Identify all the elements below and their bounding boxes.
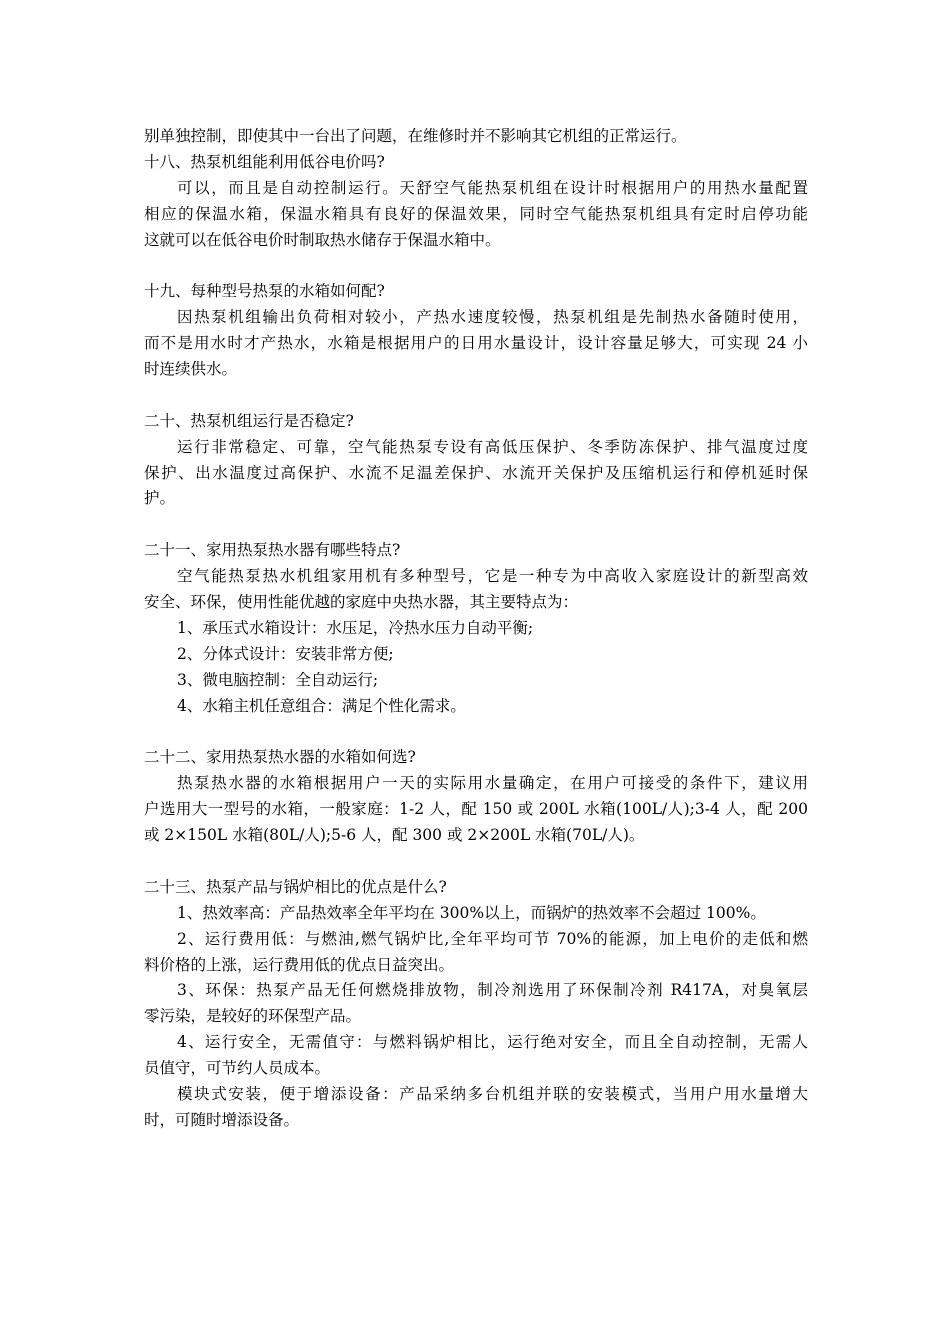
paragraph-line: 相应的保温水箱，保温水箱具有良好的保温效果，同时空气能热泵机组具有定时启停功能 (144, 204, 808, 223)
list-item: 1、热效率高：产品热效率全年平均在 300%以上，而锅炉的热效率不会超过 100%。 (177, 903, 766, 922)
section-heading-19: 十九、每种型号热泵的水箱如何配? (144, 282, 385, 301)
paragraph-line: 保护、出水温度过高保护、水流不足温差保护、水流开关保护及压缩机运行和停机延时保 (144, 463, 808, 482)
paragraph-line: 料价格的上涨，运行费用低的优点日益突出。 (144, 955, 455, 974)
paragraph-line: 护。 (144, 489, 176, 508)
list-item: 1、承压式水箱设计：水压足，冷热水压力自动平衡; (177, 618, 534, 637)
paragraph-line: 模块式安装，便于增添设备：产品采纳多台机组并联的安装模式，当用户用水量增大 (177, 1084, 808, 1103)
paragraph-line: 时，可随时增添设备。 (144, 1110, 300, 1129)
paragraph-line: 时连续供水。 (144, 360, 238, 379)
section-heading-20: 二十、热泵机组运行是否稳定? (144, 411, 354, 430)
paragraph-line: 员值守，可节约人员成本。 (144, 1059, 331, 1078)
section-heading-18: 十八、热泵机组能利用低谷电价吗? (144, 152, 385, 171)
paragraph-line: 空气能热泵热水机组家用机有多种型号，它是一种专为中高收入家庭设计的新型高效 (177, 567, 808, 586)
paragraph-line: 运行非常稳定、可靠，空气能热泵专设有高低压保护、冬季防冻保护、排气温度过度 (177, 437, 808, 456)
document-page (144, 124, 808, 1134)
list-item: 4、水箱主机任意组合：满足个性化需求。 (177, 696, 466, 715)
list-item: 3、微电脑控制：全自动运行; (177, 670, 379, 689)
list-item: 3、环保：热泵产品无任何燃烧排放物，制冷剂选用了环保制冷剂 R417A，对臭氧层 (177, 981, 808, 1000)
paragraph-line: 零污染，是较好的环保型产品。 (144, 1007, 362, 1026)
paragraph-line: 而不是用水时才产热水，水箱是根据用户的日用水量设计，设计容量足够大，可实现 24 小 (144, 334, 808, 353)
paragraph-line: 安全、环保，使用性能优越的家庭中央热水器，其主要特点为： (144, 593, 579, 612)
section-heading-22: 二十二、家用热泵热水器的水箱如何选? (144, 748, 416, 767)
paragraph-line: 这就可以在低谷电价时制取热水储存于保温水箱中。 (144, 230, 501, 249)
paragraph-line: 或 2×150L 水箱(80L/人);5-6 人，配 300 或 2×200L 水箱(70L/人)。 (144, 826, 645, 845)
list-item: 4、运行安全，无需值守：与燃料锅炉相比，运行绝对安全，而且全自动控制，无需人 (177, 1033, 808, 1052)
paragraph-spacer (144, 719, 808, 745)
section-heading-23: 二十三、热泵产品与锅炉相比的优点是什么? (144, 877, 447, 896)
paragraph-spacer (144, 383, 808, 409)
paragraph-spacer (144, 849, 808, 875)
paragraph-spacer (144, 512, 808, 538)
paragraph-line: 户选用大一型号的水箱，一般家庭：1-2 人，配 150 或 200L 水箱(100L/人);3-4 人，配 200 (144, 800, 808, 819)
paragraph-line: 可以，而且是自动控制运行。天舒空气能热泵机组在设计时根据用户的用热水量配置 (177, 178, 808, 197)
list-item: 2、运行费用低：与燃油,燃气锅炉比,全年平均可节 70%的能源，加上电价的走低和燃 (177, 929, 808, 948)
paragraph-line: 热泵热水器的水箱根据用户一天的实际用水量确定，在用户可接受的条件下，建议用 (177, 774, 808, 793)
list-item: 2、分体式设计：安装非常方便; (177, 644, 394, 663)
section-heading-21: 二十一、家用热泵热水器有哪些特点? (144, 541, 401, 560)
paragraph-spacer (144, 253, 808, 279)
paragraph-line: 别单独控制，即使其中一台出了问题，在维修时并不影响其它机组的正常运行。 (144, 127, 687, 145)
paragraph-line: 因热泵机组输出负荷相对较小，产热水速度较慢，热泵机组是先制热水备随时使用， (177, 308, 808, 327)
